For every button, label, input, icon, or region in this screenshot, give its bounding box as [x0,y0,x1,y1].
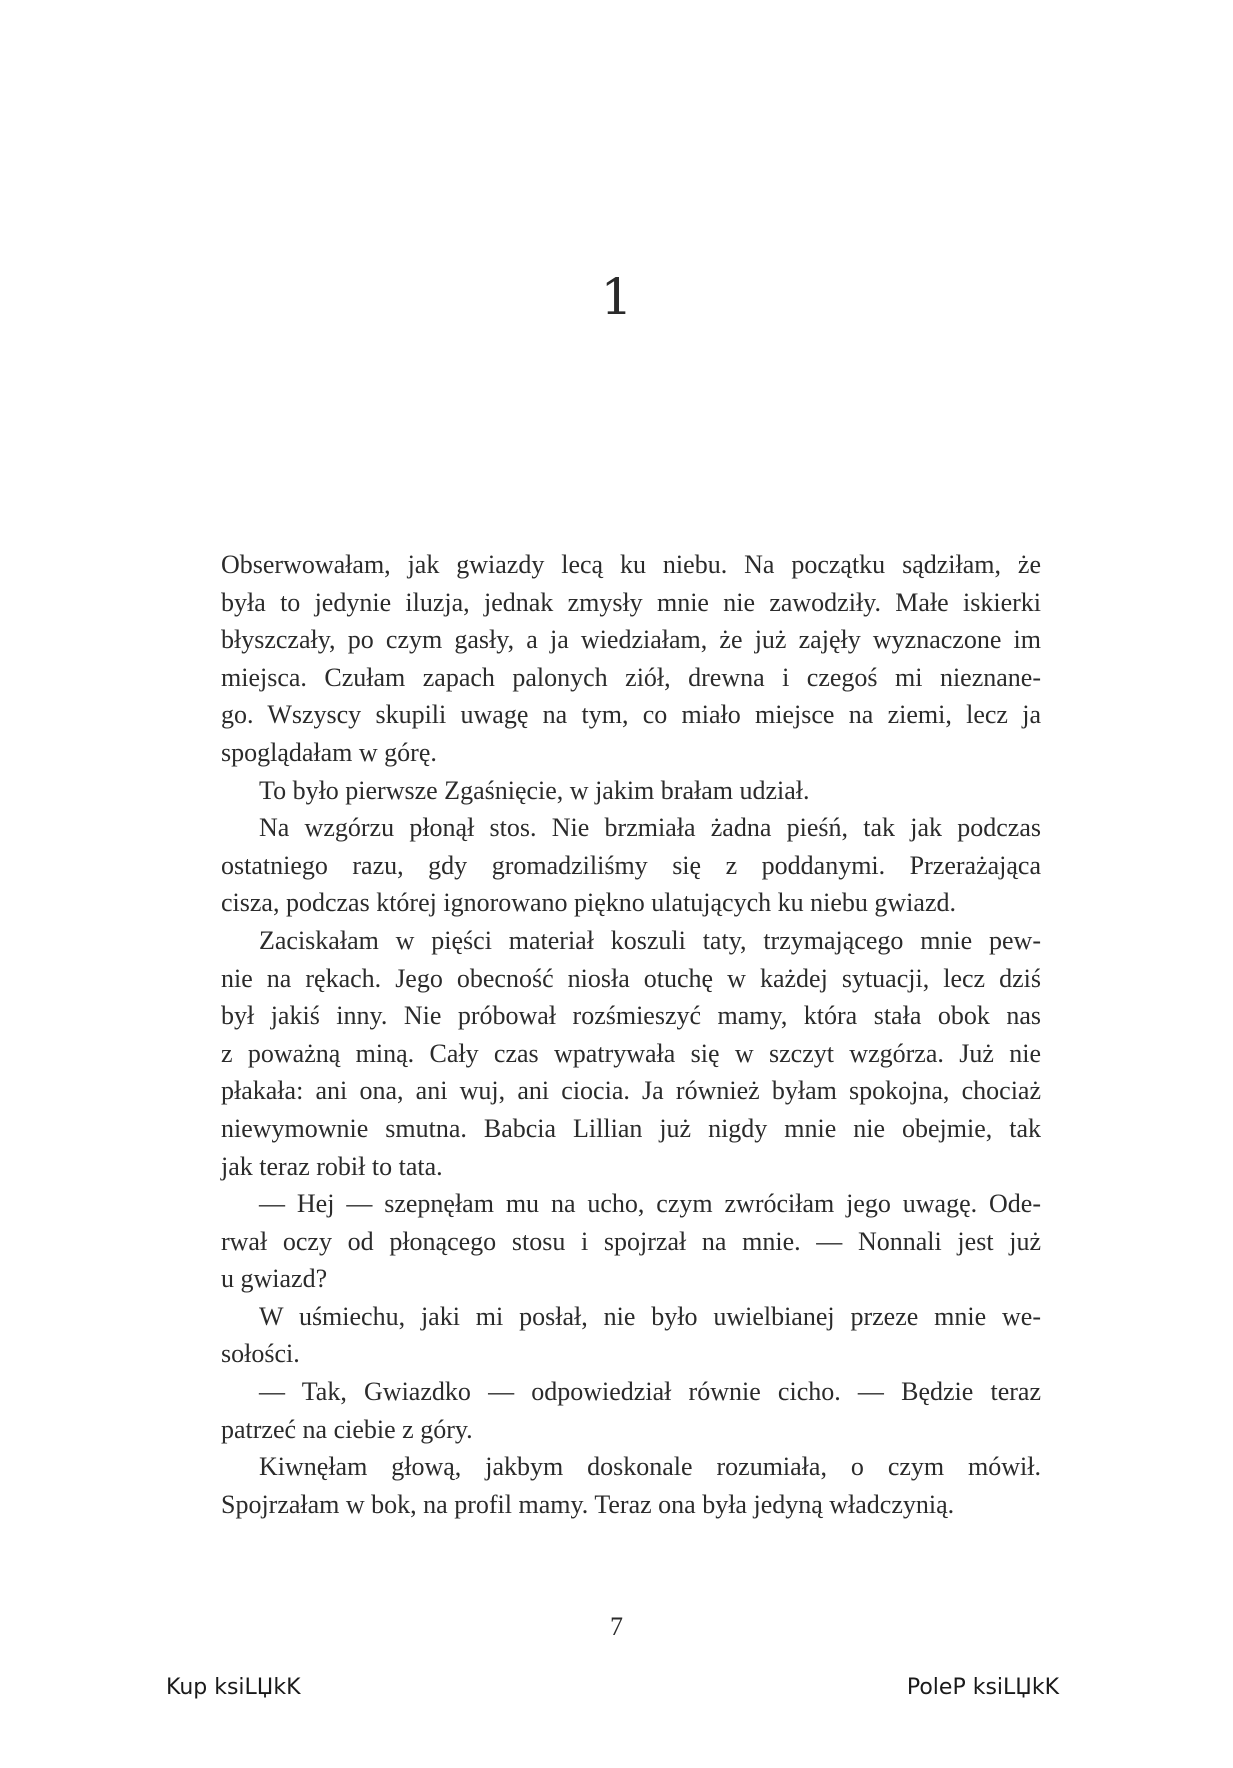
text-line: To było pierwsze Zgaśnięcie, w jakim brałam udział. [259,775,810,805]
text-line: błyszczały, po czym gasły, a ja wiedziałam, że już zajęły wyznaczone im [221,625,1041,655]
text-line: był jakiś inny. Nie próbował rozśmieszyć mamy, która stała obok nas [221,1001,1041,1031]
text-line: spoglądałam w górę. [221,737,437,767]
text-line: Kiwnęłam głową, jakbym doskonale rozumiała, o czym mówił. [259,1452,1041,1482]
text-line: płakała: ani ona, ani wuj, ani ciocia. Ja również byłam spokojna, chociaż [221,1076,1041,1106]
text-line: miejsca. Czułam zapach palonych ziół, drewna i czegoś mi nieznane- [221,662,1041,692]
recommend-book-link[interactable]: PoleP ksiLЏkK [906,1675,1059,1700]
text-line: Zaciskałam w pięści materiał koszuli taty, trzymającego mnie pew- [259,925,1041,955]
text-line: nie na rękach. Jego obecność niosła otuchę w każdej sytuacji, lecz dziś [221,963,1041,993]
text-line: patrzeć na ciebie z góry. [221,1414,473,1444]
text-line: — Hej — szepnęłam mu na ucho, czym zwróciłam jego uwagę. Ode- [259,1189,1041,1219]
page-number: 7 [610,1612,623,1641]
text-line: W uśmiechu, jaki mi posłał, nie było uwielbianej przeze mnie we- [259,1301,1041,1331]
chapter-number: 1 [600,268,633,326]
text-line: sołości. [221,1339,300,1369]
text-line: Spojrzałam w bok, na profil mamy. Teraz ona była jedyną władczynią. [221,1489,955,1519]
text-line: z poważną miną. Cały czas wpatrywała się w szczyt wzgórza. Już nie [221,1038,1041,1068]
text-line: jak teraz robił to tata. [221,1151,443,1181]
text-line: ostatniego razu, gdy gromadziliśmy się z poddanymi. Przerażająca [221,850,1041,880]
body-text [221,546,1041,1523]
text-line: Na wzgórzu płonął stos. Nie brzmiała żadna pieśń, tak jak podczas [259,813,1041,843]
text-line: była to jedynie iluzja, jednak zmysły mnie nie zawodziły. Małe iskierki [221,587,1041,617]
text-line: go. Wszyscy skupili uwagę na tym, co miało miejsce na ziemi, lecz ja [221,700,1041,730]
buy-book-link[interactable]: Kup ksiLЏkK [166,1675,301,1700]
text-line: u gwiazd? [221,1264,328,1294]
text-line: cisza, podczas której ignorowano piękno ulatujących ku niebu gwiazd. [221,888,956,918]
text-line: niewymownie smutna. Babcia Lillian już nigdy mnie nie obejmie, tak [221,1113,1041,1143]
text-line: — Tak, Gwiazdko — odpowiedział równie cicho. — Będzie teraz [259,1377,1041,1407]
text-line: rwał oczy od płonącego stosu i spojrzał na mnie. — Nonnali jest już [221,1226,1041,1256]
text-line: Obserwowałam, jak gwiazdy lecą ku niebu. Na początku sądziłam, że [221,550,1041,579]
